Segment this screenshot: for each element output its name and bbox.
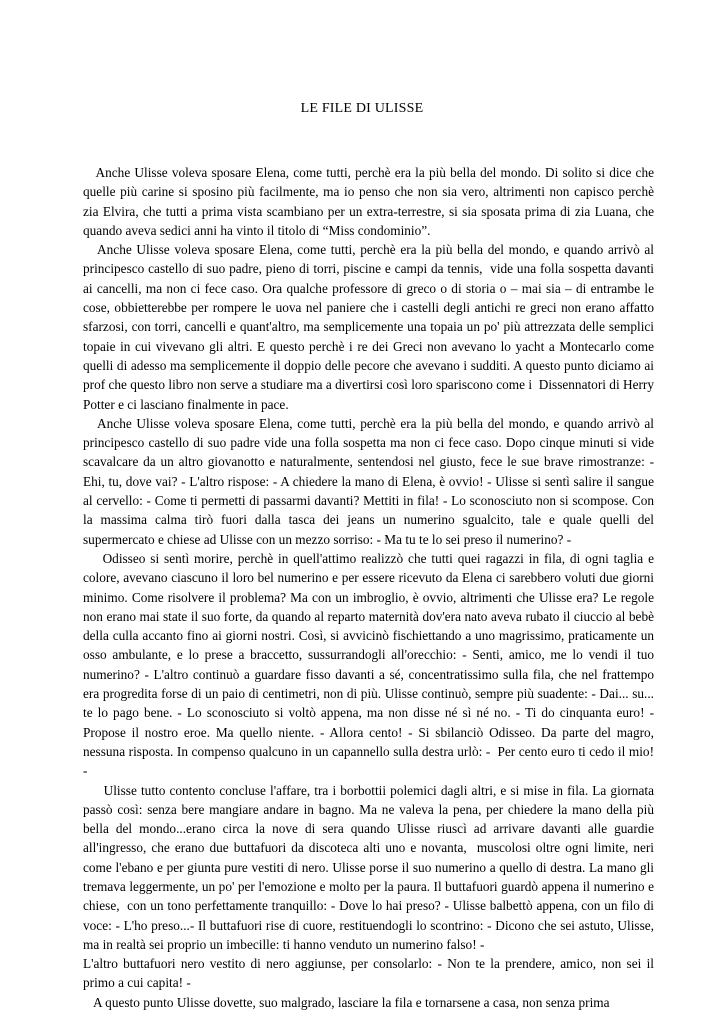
paragraph-4: Odisseo si sentì morire, perchè in quell'attimo realizzò che tutti quei ragazzi in fila, di ogni taglia e colore, avevano ciascuno il loro bel numerino e per essere ricevuto da Elena ci sarebbero voluti due giorni minimo. Come risolvere il problema? Ma con un imbroglio, è ovvio, altrimenti che Ulisse era? Le regole non erano mai state il suo forte, da quando al reparto maternità dov'era nato aveva rubato il ciuccio al bebè della culla accanto fino ai giorni nostri. Così, si avvicinò fischiettando a uno magrissimo, praticamente un osso ambulante, e lo prese a braccetto, sussurrandogli all'orecchio: - Senti, amico, me lo vendi il tuo numerino? - L'altro continuò a guardare fisso davanti a sé, concentratissimo sulla fila, che nel frattempo era progredita forse di un paio di centimetri, non di più. Ulisse continuò, sempre più suadente: - Dai... su... te lo pago bene. - Lo sconosciuto si voltò appena, ma non disse né sì né no. - Ti do cinquanta euro! - Propose il nostro eroe. Ma quello niente. - Allora cento! - Si sbilanciò Odisseo. Da parte del magro, nessuna risposta. In compenso qualcuno in un capannello sulla destra urlò: - Per cento euro ti cedo il mio! - (83, 550, 658, 779)
paragraph-3: Anche Ulisse voleva sposare Elena, come tutti, perchè era la più bella del mondo, e quando arrivò al principesco castello di suo padre vide una folla sospetta ma non ci fece caso. Dopo cinque minuti si vide scavalcare da un altro giovanotto e naturalmente, sentendosi nel giusto, fece le sue brave rimostranze: - Ehi, tu, dove vai? - L'altro rispose: - A chiedere la mano di Elena, è ovvio! - Ulisse si sentì salire il sangue al cervello: - Come ti permetti di passarmi davanti? Mettiti in fila! - Lo sconosciuto non si scompose. Con la massima calma tirò fuori dalla tasca dei jeans un numerino sgualcito, tale e quale quelli del supermercato e chiese ad Ulisse con un mezzo sorriso: - Ma tu te lo sei preso il numerino? - (83, 415, 658, 547)
paragraph-7: A questo punto Ulisse dovette, suo malgrado, lasciare la fila e tornarsene a casa, non senza prima (83, 994, 610, 1010)
document-body (83, 163, 661, 1012)
document-title: LE FILE DI ULISSE (300, 101, 424, 116)
paragraph-6: L'altro buttafuori nero vestito di nero aggiunse, per consolarlo: - Non te la prendere, amico, non sei il primo a cui capita! - (83, 956, 658, 991)
paragraph-2: Anche Ulisse voleva sposare Elena, come tutti, perchè era la più bella del mondo, e quando arrivò al principesco castello di suo padre, pieno di torri, piscine e campi da tennis, vide una folla sospetta davanti ai cancelli, ma non ci fece caso. Ora qualche professore di greco o di storia o – mai sia – di entrambe le cose, obbietterebbe per rompere le uova nel paniere che i castelli degli antichi re greci non erano affatto sfarzosi, con torri, cancelli e quant'altro, ma semplicemente una topaia un po' più attrezzata delle semplici topaie in cui vivevano gli altri. E questo perchè i re dei Greci non avevano lo yacht a Montecarlo come quelli di adesso ma semplicemente il doppio delle pecore che avevano i sudditi. A questo punto diciamo ai prof che questo libro non serve a studiare ma a divertirsi così loro spariscono come i Dissennatori di Herry Potter e ci lasciano finalmente in pace. (83, 242, 658, 412)
paragraph-1: Anche Ulisse voleva sposare Elena, come tutti, perchè era la più bella del mondo. Di solito si dice che quelle più carine si sposino più facilmente, ma io penso che non sia vero, altrimenti non capisco perchè zia Elvira, che tutti a prima vista scambiano per un extra-terrestre, si sia sposata prima di zia Luana, che quando aveva sedici anni ha vinto il titolo di “Miss condominio”. (83, 165, 661, 238)
paragraph-5: Ulisse tutto contento concluse l'affare, tra i borbottii polemici dagli altri, e si mise in fila. La giornata passò così: senza bere mangiare andare in bagno. Ma ne valeva la pena, per chiedere la mano della più bella del mondo...erano circa la nove di sera quando Ulisse riuscì ad arrivare davanti alle guardie all'ingresso, che erano due buttafuori da discoteca alti uno e novanta, muscolosi oltre ogni limite, neri come l'ebano e per giunta pure vestiti di nero. Ulisse porse il suo numerino a quello di destra. La mano gli tremava leggermente, un po' per l'emozione e molto per la paura. Il buttafuori guardò appena il numerino e chiese, con un tono perfettamente tranquillo: - Dove lo hai preso? - Ulisse balbettò appena, con un filo di voce: - L'ho preso...- Il buttafuori rise di cuore, restituendogli lo scontrino: - Dicono che sei astuto, Ulisse, ma in realtà sei proprio un imbecille: ti hanno venduto un numerino falso! - (83, 782, 658, 952)
